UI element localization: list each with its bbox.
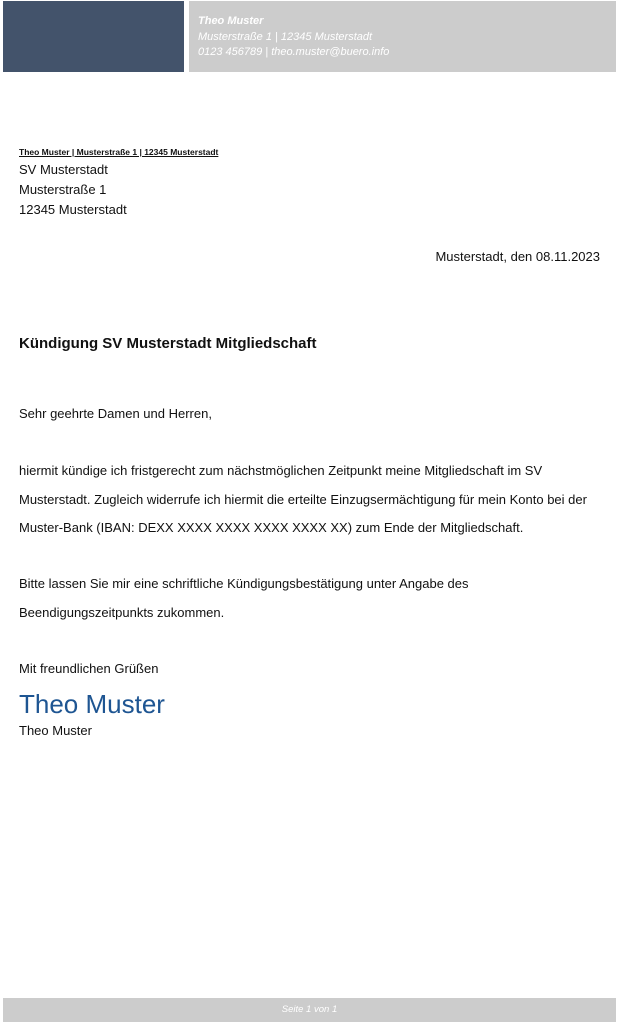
letterhead bbox=[189, 1, 616, 72]
signature: Theo Muster bbox=[19, 689, 165, 719]
body-paragraph: hiermit kündige ich fristgerecht zum nächstmöglichen Zeitpunkt meine Mitgliedschaft im SV Musterstadt. Zugleich widerrufe ich hiermit die erteilte Einzugsermächtigung für mein Konto bei der Muster-Bank (IBAN: DEXX XXXX XXXX XXXX XXXX XX) zum Ende der Mitgliedschaft. bbox=[19, 463, 587, 535]
header-accent-block bbox=[3, 1, 184, 72]
letterhead-name: Theo Muster bbox=[198, 15, 264, 27]
recipient-line: Musterstraße 1 bbox=[19, 182, 107, 197]
letter-subject: Kündigung SV Musterstadt Mitgliedschaft bbox=[19, 335, 317, 352]
sender-return-address: Theo Muster | Musterstraße 1 | 12345 Musterstadt bbox=[19, 147, 219, 157]
page-footer bbox=[3, 998, 616, 1022]
salutation: Sehr geehrte Damen und Herren, bbox=[19, 406, 212, 421]
recipient-line: SV Musterstadt bbox=[19, 162, 108, 177]
letterhead-address: Musterstraße 1 | 12345 Musterstadt bbox=[198, 30, 373, 43]
letterhead-contact: 0123 456789 | theo.muster@buero.info bbox=[198, 46, 390, 58]
recipient-address bbox=[19, 160, 127, 220]
page-number: Seite 1 von 1 bbox=[281, 1004, 338, 1015]
signer-name: Theo Muster bbox=[19, 723, 92, 738]
body-paragraph: Bitte lassen Sie mir eine schriftliche Kündigungsbestätigung unter Angabe des Beendigungszeitpunkts zukommen. bbox=[19, 576, 469, 620]
closing-phrase: Mit freundlichen Grüßen bbox=[19, 661, 159, 676]
letter-date: Musterstadt, den 08.11.2023 bbox=[435, 249, 600, 264]
recipient-line: 12345 Musterstadt bbox=[19, 202, 127, 217]
